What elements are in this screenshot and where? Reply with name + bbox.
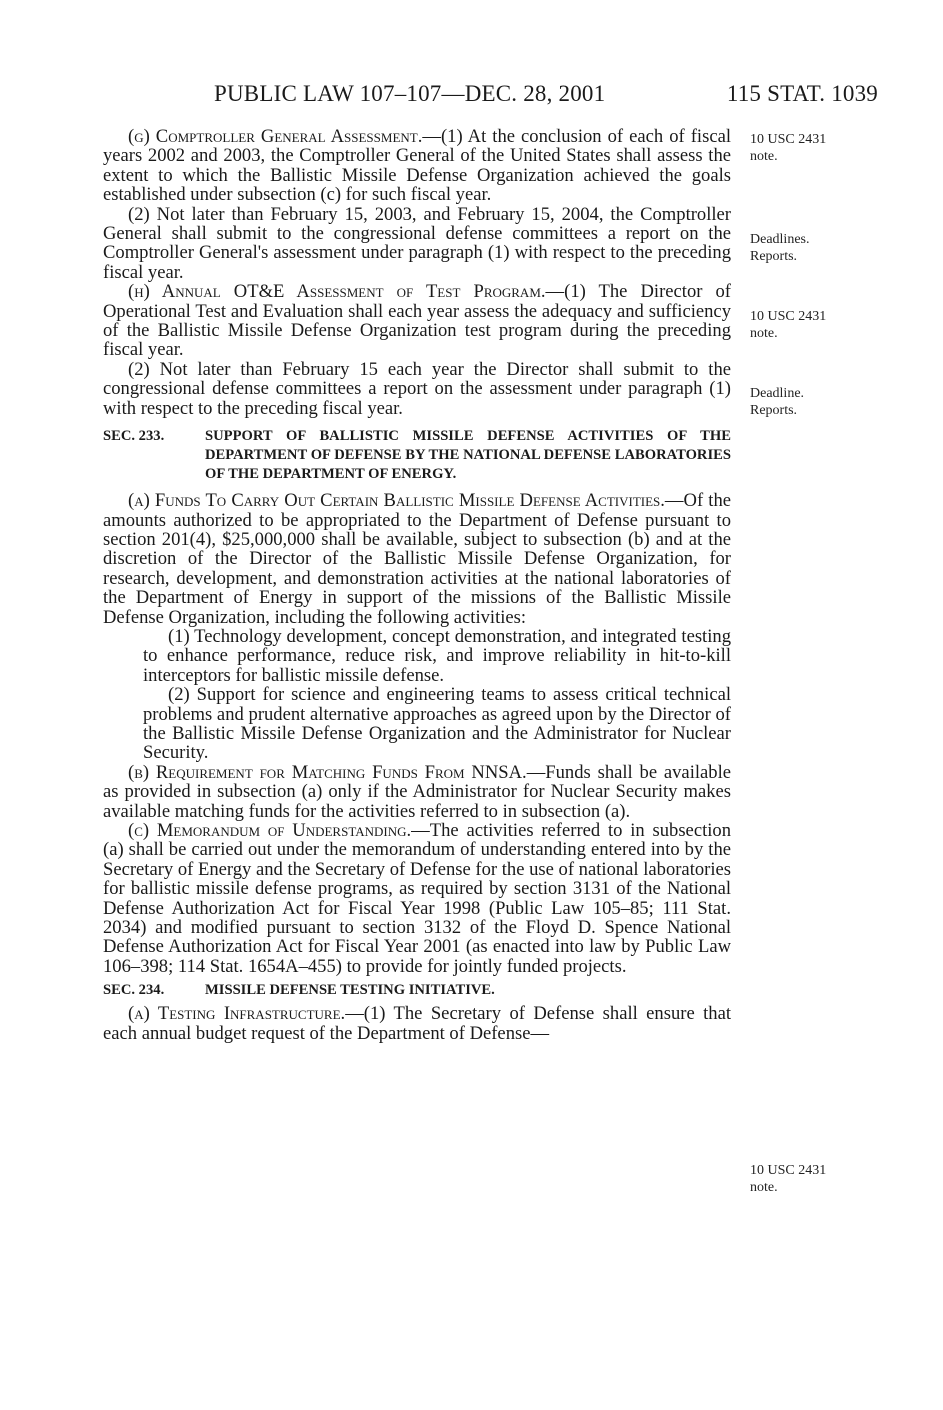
page-number: 115 STAT. 1039 — [726, 81, 878, 106]
paragraph-text: (2) Not later than February 15 each year the Director shall submit to the congressional defense committees a report on the assessment under paragraph (1) with respect to the preceding fiscal year. — [103, 358, 731, 419]
subsection-caption: (a) Testing Infrastructure. — [128, 1003, 346, 1025]
section-title: SUPPORT OF BALLISTIC MISSILE DEFENSE ACTIVITIES OF THE DEPARTMENT OF DEFENSE BY THE NATIONAL DEFENSE LABORATORIES OF THE DEPARTMENT OF ENERGY. — [205, 428, 731, 483]
section-234-heading — [103, 981, 731, 1000]
subsection-h-paragraph-2 — [103, 360, 731, 418]
margin-note-line: note. — [750, 149, 778, 164]
paragraph-text: —(1) The Director of Operational Test and Evaluation shall each year assess the adequacy and sufficiency of the Ballistic Missile Defense Organization test program during the preceding fiscal year. — [103, 281, 731, 361]
margin-note-line: Reports. — [750, 403, 798, 418]
paragraph-text: —(1) The Secretary of Defense shall ensure that each annual budget request of the Department of Defense— — [103, 1003, 731, 1044]
paragraph-text: (2) Support for science and engineering teams to assess critical technical problems and prudent alternative approaches as agreed upon by the Director of the Ballistic Missile Defense Organization and the Administrator for Nuclear Security. — [143, 684, 731, 764]
section-number: SEC. 233. — [103, 428, 165, 445]
margin-note-line: 10 USC 2431 — [750, 309, 827, 324]
paragraph-text: —The activities referred to in subsection (a) shall be carried out under the memorandum of understanding entered into by the Secretary of Energy and the Secretary of Defense for the use of national laboratories for ballistic missile defense programs, as required by section 3131 of the National Defense Authorization Act for Fiscal Year 1998 (Public Law 105–85; 111 Stat. 2034) and modified pursuant to section 3132 of the Floyd D. Spence National Defense Authorization Act for Fiscal Year 2001 (as enacted into law by Public Law 106–398; 114 Stat. 1654A–455) to provide for jointly funded projects. — [103, 820, 731, 977]
margin-note-line: Deadlines. — [750, 232, 810, 247]
margin-note-line: 10 USC 2431 — [750, 132, 827, 147]
paragraph-text: —(1) At the conclusion of each of fiscal years 2002 and 2003, the Comptroller General of the United States shall assess the extent to which the Ballistic Missile Defense Organization achieved the goals established under subsection (c) for such fiscal year. — [103, 126, 731, 206]
paragraph-text: —Of the amounts authorized to be appropriated to the Department of Defense pursuant to section 201(4), $25,000,000 shall be available, subject to subsection (b) and at the discretion of the Director of the Ballistic Missile Defense Organization, for research, development, and demonstration activities at the national laboratories of the Department of Energy in support of the missions of the Ballistic Missile Defense Organization, including the following activities: — [103, 490, 731, 628]
paragraph-text: (1) Technology development, concept demonstration, and integrated testing to enhance performance, reduce risk, and improve reliability in hit-to-kill interceptors for ballistic missile defense. — [143, 625, 731, 686]
margin-note-deadlines — [750, 231, 870, 265]
margin-note-line: Reports. — [750, 249, 798, 264]
section-233-subsection-b — [103, 763, 731, 821]
body-text — [103, 127, 731, 1043]
subsection-caption: (b) Requirement for Matching Funds From NNSA. — [128, 761, 527, 783]
section-233-subsection-a — [103, 491, 731, 627]
law-title: PUBLIC LAW 107–107—DEC. 28, 2001 — [214, 81, 606, 106]
subsection-caption: (a) Funds To Carry Out Certain Ballistic Missile Defense Activities. — [128, 490, 665, 512]
subsection-caption: (h) Annual OT&E Assessment of Test Program. — [128, 281, 546, 303]
section-number: SEC. 234. — [103, 982, 165, 999]
margin-note-line: note. — [750, 326, 778, 341]
margin-note-citation — [750, 308, 870, 342]
margin-note-line: note. — [750, 1180, 778, 1195]
paragraph-text: —Funds shall be available as provided in subsection (a) only if the Administrator for Nuclear Security makes available matching funds for the activities referred to in subsection (a). — [103, 761, 731, 822]
section-234-subsection-a — [103, 1004, 731, 1043]
subsection-g-paragraph-2 — [103, 205, 731, 283]
paragraph-text: (2) Not later than February 15, 2003, and February 15, 2004, the Comptroller General shall submit to the congressional defense committees a report on the Comptroller General's assessment under paragraph (1) with respect to the preceding fiscal year. — [103, 203, 731, 283]
section-233-subsection-c — [103, 821, 731, 976]
section-title: MISSILE DEFENSE TESTING INITIATIVE. — [205, 982, 495, 999]
section-233-heading — [103, 427, 731, 484]
margin-note-line: 10 USC 2431 — [750, 1163, 827, 1178]
subsection-caption: (g) Comptroller General Assessment. — [128, 126, 423, 147]
subsection-h-paragraph-1 — [103, 282, 731, 360]
margin-note-deadline — [750, 385, 870, 419]
margin-note-citation — [750, 131, 870, 165]
section-233-item-1 — [143, 627, 731, 685]
subsection-g-paragraph-1 — [103, 127, 731, 205]
section-233-item-2 — [143, 685, 731, 763]
subsection-caption: (c) Memorandum of Understanding. — [128, 820, 412, 841]
margin-note-line: Deadline. — [750, 386, 805, 401]
margin-note-citation — [750, 1162, 870, 1196]
